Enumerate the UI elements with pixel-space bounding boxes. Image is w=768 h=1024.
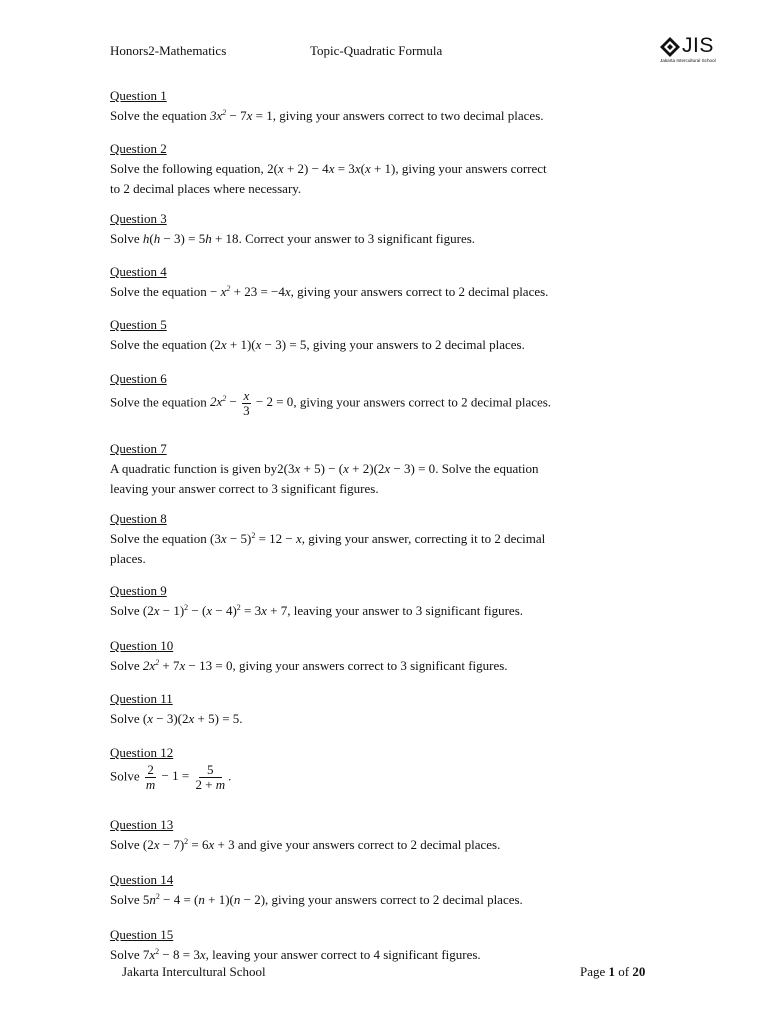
question-10: [110, 636, 670, 676]
question-text-line2: leaving your answer correct to 3 significant figures.: [110, 481, 379, 496]
question-title: Question 10: [110, 638, 174, 653]
question-14: [110, 870, 670, 910]
equation: − $x^2 + 23 = -4x$: [210, 284, 291, 299]
question-13: [110, 815, 670, 855]
question-title: Question 3: [110, 211, 167, 226]
question-text: Solve $(2x - 7)^2 = 6x + 3$ and give your answers correct to 2 decimal places.: [110, 837, 501, 852]
question-text: A quadratic function is given by2(3x + 5) − (x + 2)(2x − 3) = 0. Solve the equation: [110, 461, 539, 476]
page-number: Page 1 of 20: [580, 964, 646, 979]
footer-school: Jakarta Intercultural School: [122, 964, 266, 979]
equation: $7x^2 - 8 = 3x$: [142, 947, 206, 962]
question-9: [110, 581, 670, 621]
question-text: Solve the equation − $x^2 + 23 = -4x$, giving your answers correct to 2 decimal places.: [110, 284, 549, 299]
question-5: [110, 315, 670, 355]
equation: $2x^2 + 7x - 13 = 0$: [142, 658, 233, 673]
equation: $3x^2 - 7x = 1$: [210, 108, 273, 123]
logo-subtext: Jakarta Intercultural School: [660, 58, 716, 63]
question-title: Question 9: [110, 583, 167, 598]
question-7: [110, 439, 670, 499]
question-title: Question 2: [110, 141, 167, 156]
equation: 2(x + 2) − 4x = 3x(x + 1): [267, 161, 396, 176]
question-text: Solve $7x^2 - 8 = 3x$, leaving your answer correct to 4 significant figures.: [110, 947, 481, 962]
header-course: Honors2-Mathematics: [110, 43, 227, 58]
question-text: Solve $2x^2 + 7x - 13 = 0$, giving your answers correct to 3 significant figures.: [110, 658, 508, 673]
diamond-logo-icon: [659, 36, 681, 58]
question-11: [110, 689, 670, 729]
question-6: [110, 369, 670, 418]
question-text: Solve h(h − 3) = 5h + 18. Correct your answer to 3 significant figures.: [110, 231, 476, 246]
question-text: Solve the equation $2x^2$ − $\frac{x}{3}$ − 2 = 0, giving your answers correct to 2 decimal places.: [110, 388, 552, 418]
question-title: Question 7: [110, 441, 167, 456]
equation: $\frac{2}{m}$ − 1 = $\frac{5}{2 + m}$: [145, 762, 226, 792]
question-title: Question 5: [110, 317, 167, 332]
question-title: Question 14: [110, 872, 174, 887]
question-title: Question 11: [110, 691, 173, 706]
question-text: Solve $5n^2 - 4 = (n + 1)(n - 2)$, giving your answers correct to 2 decimal places.: [110, 892, 523, 907]
equation: $(3x - 5)^2 = 12 - x$: [210, 531, 302, 546]
equation: $(2x - 1)^2 - (x - 4)^2 = 3x + 7$: [142, 603, 288, 618]
equation: $2x^2$ − $\frac{x}{3}$ − 2 = 0: [210, 388, 294, 418]
question-title: Question 6: [110, 371, 167, 386]
question-title: Question 8: [110, 511, 167, 526]
question-title: Question 4: [110, 264, 167, 279]
question-title: Question 13: [110, 817, 174, 832]
equation: (2x + 1)(x − 3) = 5: [210, 337, 307, 352]
question-text: Solve the following equation, 2(x + 2) − 4x = 3x(x + 1), giving your answers correct: [110, 161, 547, 176]
school-logo: [659, 34, 725, 68]
question-title: Question 15: [110, 927, 174, 942]
question-text-line2: places.: [110, 551, 146, 566]
equation: (x − 3)(2x + 5) = 5: [142, 711, 240, 726]
question-3: [110, 209, 670, 249]
question-title: Question 12: [110, 745, 174, 760]
question-2: [110, 139, 670, 199]
question-text: Solve the equation $(3x - 5)^2 = 12 - x$, giving your answer, correcting it to 2 decimal: [110, 531, 546, 546]
question-text: Solve $\frac{2}{m}$ − 1 = $\frac{5}{2 + m}$ .: [110, 762, 232, 792]
question-text: Solve $(2x - 1)^2 - (x - 4)^2 = 3x + 7$, leaving your answer to 3 significant figures.: [110, 603, 524, 618]
question-1: [110, 86, 670, 126]
question-12: [110, 743, 670, 792]
equation: $(2x - 7)^2 = 6x + 3$: [142, 837, 235, 852]
question-text: Solve the equation $3x^2 - 7x = 1$, giving your answers correct to two decimal places.: [110, 108, 544, 123]
equation: h(h − 3) = 5h + 18: [142, 231, 239, 246]
question-text-line2: to 2 decimal places where necessary.: [110, 181, 302, 196]
header-topic: Topic-Quadratic Formula: [310, 43, 443, 58]
question-title: Question 1: [110, 88, 167, 103]
question-text: Solve (x − 3)(2x + 5) = 5.: [110, 711, 243, 726]
equation: $5n^2 - 4 = (n + 1)(n - 2)$: [142, 892, 266, 907]
question-4: [110, 262, 670, 302]
equation: 2(3x + 5) − (x + 2)(2x − 3) = 0: [277, 461, 436, 476]
question-text: Solve the equation (2x + 1)(x − 3) = 5, giving your answers to 2 decimal places.: [110, 337, 525, 352]
question-15: [110, 925, 670, 965]
question-8: [110, 509, 670, 569]
logo-text: JIS: [682, 34, 714, 57]
